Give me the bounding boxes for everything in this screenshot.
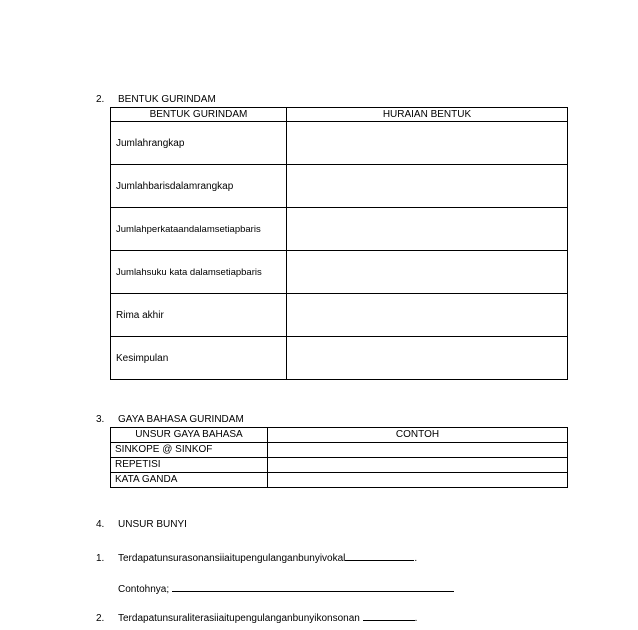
table-row bbox=[111, 251, 568, 294]
section-4-heading bbox=[96, 519, 187, 531]
table-row bbox=[111, 208, 568, 251]
unsur-bunyi-example bbox=[118, 581, 454, 596]
answer-blank[interactable] bbox=[345, 550, 414, 561]
section-2-number: 2. bbox=[96, 94, 105, 105]
table-row bbox=[111, 165, 568, 208]
table-row bbox=[111, 122, 568, 165]
section-3-title: GAYA BAHASA GURINDAM bbox=[118, 414, 244, 425]
answer-cell[interactable] bbox=[287, 208, 568, 251]
column-header: UNSUR GAYA BAHASA bbox=[111, 428, 268, 443]
unsur-bunyi-item-2 bbox=[96, 610, 417, 625]
answer-blank[interactable] bbox=[172, 581, 454, 592]
row-label: REPETISI bbox=[111, 458, 268, 473]
section-4-number: 4. bbox=[96, 519, 105, 530]
column-header: BENTUK GURINDAM bbox=[111, 108, 287, 122]
item-end: . bbox=[414, 553, 418, 564]
answer-cell[interactable] bbox=[268, 473, 568, 488]
answer-cell[interactable] bbox=[287, 165, 568, 208]
row-label: Jumlahperkataandalamsetiapbaris bbox=[111, 208, 287, 251]
table-row bbox=[111, 458, 568, 473]
column-header: CONTOH bbox=[268, 428, 568, 443]
item-end: . bbox=[414, 613, 418, 624]
section-2-heading bbox=[96, 94, 216, 106]
row-label: Jumlahsuku kata dalamsetiapbaris bbox=[111, 251, 287, 294]
answer-cell[interactable] bbox=[287, 251, 568, 294]
item-number: 1. bbox=[96, 553, 105, 564]
table-header-row bbox=[111, 428, 568, 443]
answer-cell[interactable] bbox=[287, 294, 568, 337]
answer-cell[interactable] bbox=[287, 337, 568, 380]
row-label: Jumlahrangkap bbox=[111, 122, 287, 165]
gaya-bahasa-table bbox=[110, 427, 568, 488]
row-label: Kesimpulan bbox=[111, 337, 287, 380]
table-row bbox=[111, 473, 568, 488]
column-header: HURAIAN BENTUK bbox=[287, 108, 568, 122]
row-label: SINKOPE @ SINKOF bbox=[111, 443, 268, 458]
section-3-heading bbox=[96, 414, 244, 426]
bentuk-gurindam-table bbox=[110, 107, 568, 380]
answer-blank[interactable] bbox=[363, 610, 415, 621]
answer-cell[interactable] bbox=[268, 458, 568, 473]
answer-cell[interactable] bbox=[287, 122, 568, 165]
row-label: KATA GANDA bbox=[111, 473, 268, 488]
item-text: Terdapatunsurasonansiiaitupengulanganbunyivokal bbox=[118, 553, 346, 564]
item-number: 2. bbox=[96, 613, 105, 624]
table-header-row bbox=[111, 108, 568, 122]
section-4-title: UNSUR BUNYI bbox=[118, 519, 187, 530]
table-row bbox=[111, 294, 568, 337]
section-2-title: BENTUK GURINDAM bbox=[118, 94, 216, 105]
item-text: Contohnya; bbox=[118, 584, 170, 595]
item-text: Terdapatunsuraliterasiiaitupengulanganbunyikonsonan bbox=[118, 613, 360, 624]
answer-cell[interactable] bbox=[268, 443, 568, 458]
table-row bbox=[111, 337, 568, 380]
row-label: Jumlahbarisdalamrangkap bbox=[111, 165, 287, 208]
table-row bbox=[111, 443, 568, 458]
section-3-number: 3. bbox=[96, 414, 105, 425]
unsur-bunyi-item-1 bbox=[96, 550, 417, 565]
row-label: Rima akhir bbox=[111, 294, 287, 337]
